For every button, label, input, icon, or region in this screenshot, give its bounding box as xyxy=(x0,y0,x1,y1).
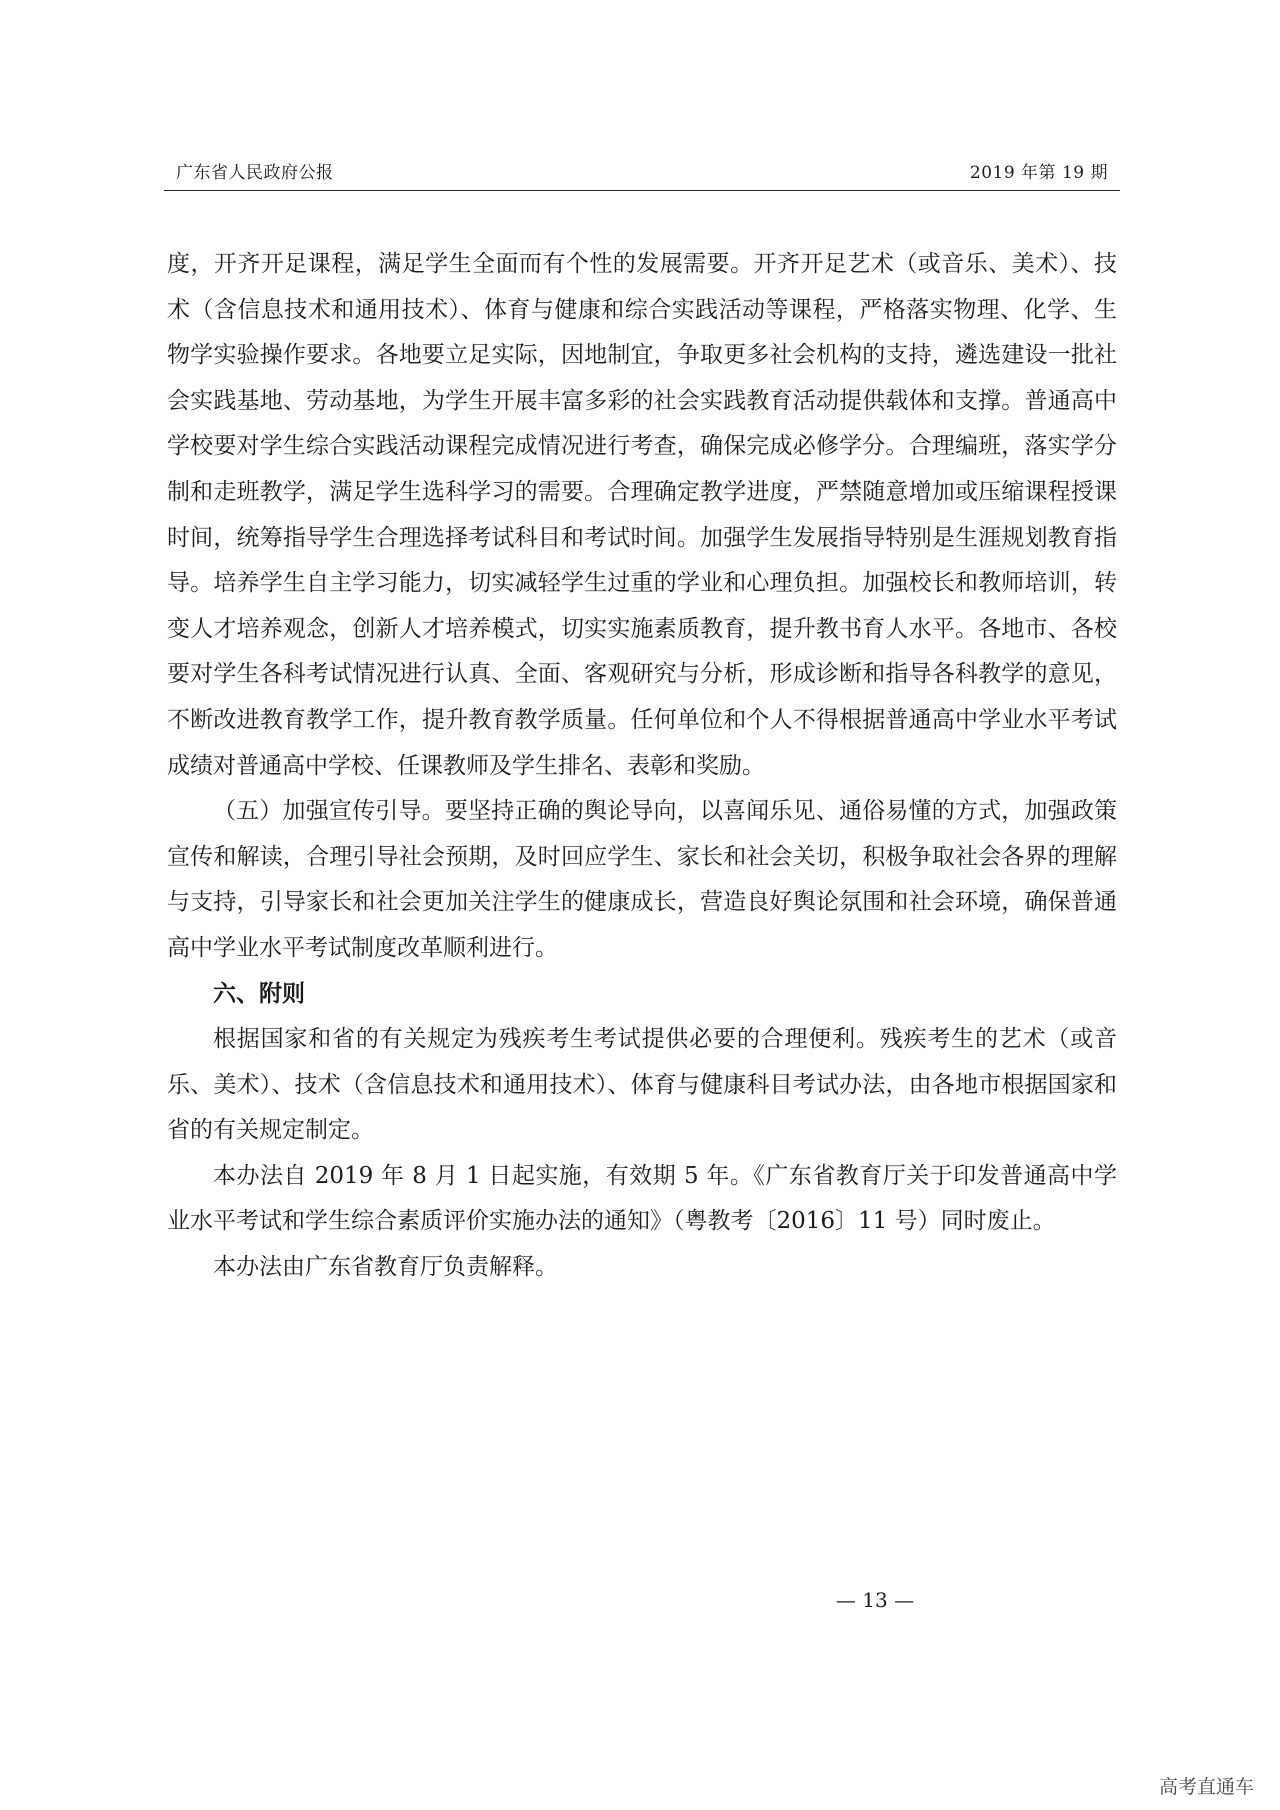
page-header xyxy=(164,156,1120,186)
section-heading: 六、附则 xyxy=(213,980,305,1007)
paragraph-publicity xyxy=(167,789,1117,971)
paragraph-effective-date: 本办法自 2019 年 8 月 1 日起实施，有效期 5 年。《广东省教育厅关于印发普通高中学业水平考试和学生综合素质评价实施办法的通知》（粤教考〔2016〕11 号）同时废止。 xyxy=(167,1162,1117,1235)
paragraph-disabled-candidates: 根据国家和省的有关规定为残疾考生考试提供必要的合理便利。残疾考生的艺术（或音乐、美术）、技术（含信息技术和通用技术）、体育与健康科目考试办法，由各地市根据国家和省的有关规定制定。 xyxy=(167,1026,1117,1144)
watermark: 高考直通车 xyxy=(1158,1776,1254,1798)
page-number: — 13 — xyxy=(835,1588,915,1612)
subsection-heading: （五）加强宣传引导。 xyxy=(213,798,445,825)
document-body xyxy=(167,242,1117,1291)
header-divider xyxy=(164,190,1120,191)
issue-number: 2019 年第 19 期 xyxy=(969,163,1108,183)
paragraph-interpretation: 本办法由广东省教育厅负责解释。 xyxy=(213,1254,558,1281)
paragraph-curriculum: 度，开齐开足课程，满足学生全面而有个性的发展需要。开齐开足艺术（或音乐、美术）、技术（含信息技术和通用技术）、体育与健康和综合实践活动等课程，严格落实物理、化学、生物学实验操作要求。各地要立足实际，因地制宜，争取更多社会机构的支持，遴选建设一批社会实践基地、劳动基地，为学生开展丰富多彩的社会实践教育活动提供载体和支撑。普通高中学校要对学生综合实践活动课程完成情况进行考查，确保完成必修学分。合理编班，落实学分制和走班教学，满足学生选科学习的需要。合理确定教学进度，严禁随意增加或压缩课程授课时间，统筹指导学生合理选择考试科目和考试时间。加强学生发展指导特别是生涯规划教育指导。培养学生自主学习能力，切实减轻学生过重的学业和心理负担。加强校长和教师培训，转变人才培养观念，创新人才培养模式，切实实施素质教育，提升教书育人水平。各地市、各校要对学生各科考试情况进行认真、全面、客观研究与分析，形成诊断和指导各科教学的意见，不断改进教育教学工作，提升教育教学质量。任何单位和个人不得根据普通高中学业水平考试成绩对普通高中学校、任课教师及学生排名、表彰和奖励。 xyxy=(167,251,1117,779)
publication-title: 广东省人民政府公报 xyxy=(176,163,334,183)
paragraph-publicity-text: 要坚持正确的舆论导向，以喜闻乐见、通俗易懂的方式，加强政策宣传和解读，合理引导社会预期，及时回应学生、家长和社会关切，积极争取社会各界的理解与支持，引导家长和社会更加关注学生的健康成长，营造良好舆论氛围和社会环境，确保普通高中学业水平考试制度改革顺利进行。 xyxy=(167,798,1118,961)
